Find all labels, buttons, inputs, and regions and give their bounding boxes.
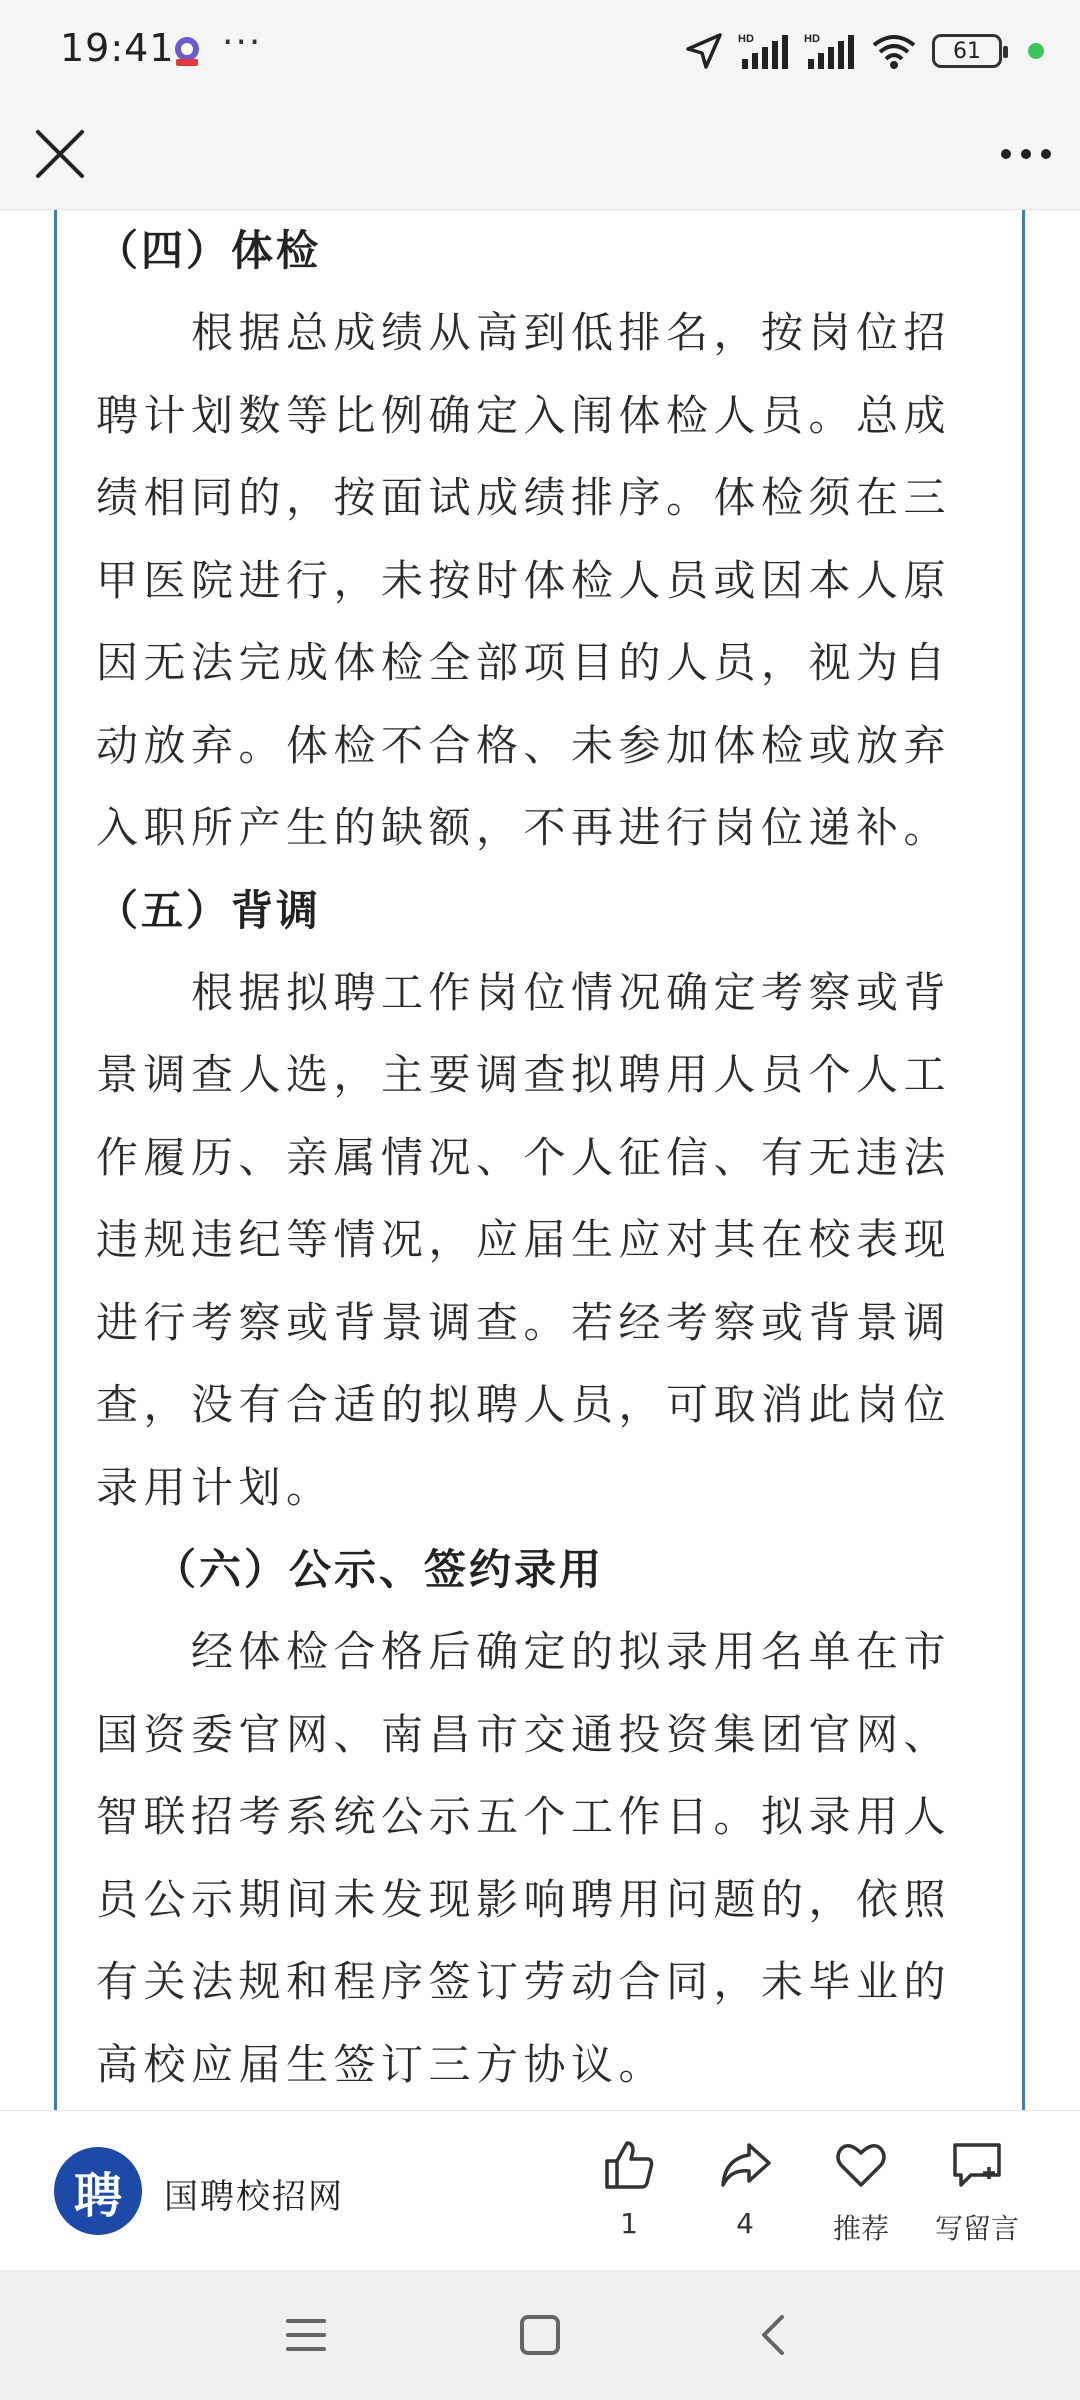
paragraph-line: 因无法完成体检全部项目的人员，视为自 [96, 638, 952, 687]
paragraph-line: 国资委官网、南昌市交通投资集团官网、 [96, 1709, 952, 1759]
paragraph-line: 查，没有合适的拟聘人员，可取消此岗位 [96, 1380, 952, 1429]
paragraph-line: 根据拟聘工作岗位情况确定考察或背 [96, 967, 952, 1017]
paragraph-line: 有关法规和程序签订劳动合同，未毕业的 [96, 1957, 952, 2006]
paragraph-line: 录用计划。 [96, 1462, 334, 1512]
paragraph-line: 员公示期间未发现影响聘用问题的，依照 [96, 1874, 952, 1924]
account-logo-char: 聘 [73, 2167, 122, 2224]
comment-label: 写留言 [934, 2212, 1019, 2245]
battery-icon [932, 34, 1002, 68]
recommend-label: 推荐 [832, 2212, 889, 2245]
account-name[interactable]: 国聘校招网 [164, 2177, 344, 2217]
signal-hd-icon [804, 31, 856, 71]
article-content [96, 210, 986, 2106]
article-frame-left [54, 210, 57, 2110]
status-bar [0, 0, 1080, 100]
recommend-button[interactable] [806, 2137, 916, 2257]
title-bar [0, 100, 1080, 210]
battery-level: 61 [953, 38, 981, 64]
thumbs-up-icon [601, 2137, 657, 2193]
status-indicators [684, 28, 1044, 74]
paragraph-line: 高校应届生签订三方协议。 [96, 2039, 667, 2089]
account-logo[interactable] [54, 2147, 142, 2235]
section-heading-physical-exam: （四）体检 [96, 226, 322, 275]
article-body [0, 210, 1080, 2110]
paragraph-line: 甲医院进行，未按时体检人员或因本人原 [96, 555, 952, 605]
section-paragraph-physical-exam [96, 292, 986, 870]
svg-text:HD: HD [738, 33, 754, 45]
back-chevron-icon[interactable] [744, 2305, 804, 2365]
privacy-indicator-dot [1028, 43, 1044, 59]
share-count: 4 [736, 2207, 754, 2240]
paragraph-line: 动放弃。体检不合格、未参加体检或放弃 [96, 720, 952, 770]
section-paragraph-publicity-signing [96, 1611, 986, 2106]
home-square-icon[interactable] [510, 2305, 570, 2365]
location-arrow-icon [684, 31, 724, 71]
svg-text:HD: HD [804, 33, 820, 45]
paragraph-line: 绩相同的，按面试成绩排序。体检须在三 [96, 473, 952, 522]
close-icon[interactable] [28, 122, 92, 186]
section-heading-publicity-signing: （六）公示、签约录用 [154, 1545, 605, 1594]
paragraph-line: 违规违纪等情况，应届生应对其在校表现 [96, 1215, 952, 1264]
like-count: 1 [620, 2207, 638, 2240]
notification-app-icon [170, 34, 204, 68]
section-heading-background-check: （五）背调 [96, 885, 322, 935]
heart-icon [833, 2137, 889, 2193]
more-horizontal-icon[interactable] [996, 124, 1056, 184]
paragraph-line: 聘计划数等比例确定入闱体检人员。总成 [96, 390, 952, 440]
section-paragraph-background-check [96, 952, 986, 1530]
paragraph-line: 智联招考系统公示五个工作日。拟录用人 [96, 1792, 952, 1841]
comment-add-icon [949, 2137, 1005, 2193]
comment-button[interactable] [922, 2137, 1032, 2257]
bottom-action-bar [0, 2110, 1080, 2270]
article-frame-right [1022, 210, 1025, 2110]
paragraph-line: 根据总成绩从高到低排名，按岗位招 [96, 308, 952, 357]
like-button[interactable] [574, 2137, 684, 2257]
share-arrow-icon [717, 2137, 773, 2193]
system-nav-bar [0, 2270, 1080, 2400]
paragraph-line: 进行考察或背景调查。若经考察或背景调 [96, 1297, 952, 1347]
paragraph-line: 景调查人选，主要调查拟聘用人员个人工 [96, 1050, 952, 1099]
menu-lines-icon[interactable] [276, 2305, 336, 2365]
status-time: 19:41 [60, 26, 175, 70]
paragraph-line: 作履历、亲属情况、个人征信、有无违法 [96, 1132, 952, 1182]
share-button[interactable] [690, 2137, 800, 2257]
paragraph-line: 入职所产生的缺额，不再进行岗位递补。 [96, 803, 952, 852]
status-more-icon: ··· [222, 22, 263, 63]
signal-hd-icon [738, 31, 790, 71]
paragraph-line: 经体检合格后确定的拟录用名单在市 [96, 1627, 952, 1676]
wifi-icon [870, 31, 918, 71]
